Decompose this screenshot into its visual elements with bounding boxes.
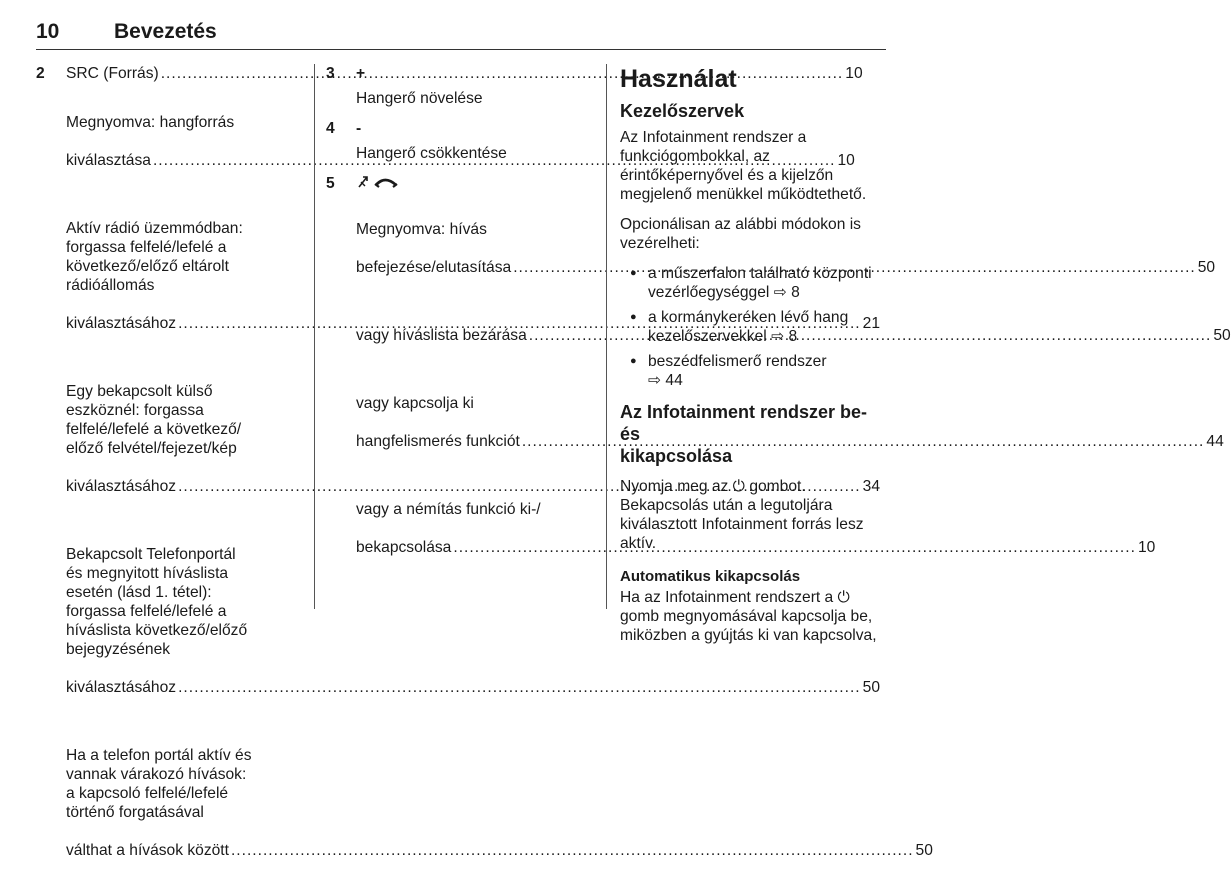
toc-text: bekapcsolása [356, 539, 452, 556]
paragraph-text: vagy kapcsolja ki [356, 395, 474, 412]
page-ref: 21 [862, 315, 880, 332]
list-item: ● beszédfelismerő rendszer ⇨ 44 [620, 352, 888, 390]
paragraph: Opcionálisan az alábbi módokon is vezérelheti: [620, 216, 861, 252]
item-number: 3 [326, 65, 335, 82]
item-number: 2 [36, 65, 45, 82]
paragraph-text: vagy a némítás funkció ki-/ [356, 501, 541, 518]
section-title: Használat [620, 65, 737, 93]
subsection-title: Kezelőszervek [620, 101, 745, 121]
paragraph-text: Megnyomva: hangforrás [66, 114, 235, 131]
toc-line [66, 477, 880, 496]
item-description: Hangerő növelése [356, 90, 483, 107]
bullet-list [620, 264, 888, 390]
phone-icon [356, 174, 592, 193]
item-number: 4 [326, 120, 335, 137]
toc-text: kiválasztásához [66, 679, 177, 696]
page-ref: 50 [862, 679, 880, 696]
toc-line [356, 258, 1216, 277]
item-4 [326, 119, 592, 163]
page-ref: 10 [837, 152, 855, 169]
leader-dots [231, 841, 914, 860]
list-item: ● a kormánykeréken lévő hang kezelőszervekkel ⇨ 8 [620, 308, 888, 346]
item-number: 5 [326, 175, 335, 192]
page-ref: 50 [915, 842, 933, 859]
toc-line [66, 841, 933, 860]
page-ref: 10 [1137, 539, 1156, 556]
item-description: Hangerő csökkentése [356, 145, 507, 162]
toc-text: kiválasztásához [66, 478, 177, 495]
toc-line [356, 432, 1224, 451]
toc-text: válthat a hívások között [66, 842, 229, 859]
leader-dots [178, 678, 861, 697]
toc-line [66, 678, 880, 697]
paragraph-text: Bekapcsolt Telefonportál és megnyitott híváslista esetén (lásd 1. tétel): forgassa felfelé/lefelé a híváslista következő/előző bejegyzésének [66, 546, 248, 658]
phone-icon-svg [356, 174, 400, 190]
page-number: 10 [36, 20, 60, 43]
plus-symbol: + [356, 65, 366, 82]
item-title: SRC (Forrás) [66, 65, 159, 82]
column-divider [314, 64, 315, 609]
page-ref: 44 [1206, 433, 1224, 450]
toc-text: hangfelismerés funkciót [356, 433, 520, 450]
paragraph-text: Ha a telefon portál aktív és vannak várakozó hívások: a kapcsoló felfelé/lefelé történő forgatásával [66, 747, 252, 821]
item-3 [326, 64, 592, 108]
paragraph: Ha az Infotainment rendszert a ⏻ gomb megnyomásával kapcsolja be, miközben a gyújtás ki van kapcsolva, [620, 589, 877, 644]
paragraph-text: Egy bekapcsolt külső eszköznél: forgassa felfelé/lefelé a következő/ előző felvétel/fejezet/kép [66, 383, 242, 457]
page-ref: 34 [862, 478, 880, 495]
minor-heading: Automatikus kikapcsolás [620, 568, 801, 585]
toc-text: vagy híváslista bezárása [356, 327, 527, 344]
toc-text: befejezése/elutasítása [356, 259, 512, 276]
paragraph: Az Infotainment rendszer a funkciógombokkal, az érintőképernyővel és a kijelzőn megjelenő menükkel működtethető. [620, 129, 867, 203]
page-ref: 50 [1197, 259, 1216, 276]
minus-symbol: - [356, 120, 362, 137]
toc-text: kiválasztása [66, 152, 151, 169]
page-header [36, 20, 886, 50]
page-ref: 10 [845, 65, 863, 82]
column-right [620, 64, 888, 656]
chapter-title: Bevezetés [114, 20, 217, 43]
toc-text: kiválasztásához [66, 315, 177, 332]
column-divider [606, 64, 607, 609]
paragraph-text: Megnyomva: hívás [356, 221, 487, 238]
subsection-title: Az Infotainment rendszer be- és kikapcsolása [620, 402, 868, 466]
paragraph-text: Aktív rádió üzemmódban: forgassa felfelé/lefelé a következő/előző eltárolt rádióállomás [66, 220, 243, 294]
paragraph [66, 727, 933, 879]
toc-line [356, 538, 1156, 557]
paragraph: Nyomja meg az ⏻ gombot. Bekapcsolás után a legutoljára kiválasztott Infotainment forrás lesz aktív. [620, 478, 864, 552]
page-ref: 50 [1213, 327, 1231, 344]
list-item: ● a műszerfalon található központi vezérlőegységgel ⇨ 8 [620, 264, 888, 302]
